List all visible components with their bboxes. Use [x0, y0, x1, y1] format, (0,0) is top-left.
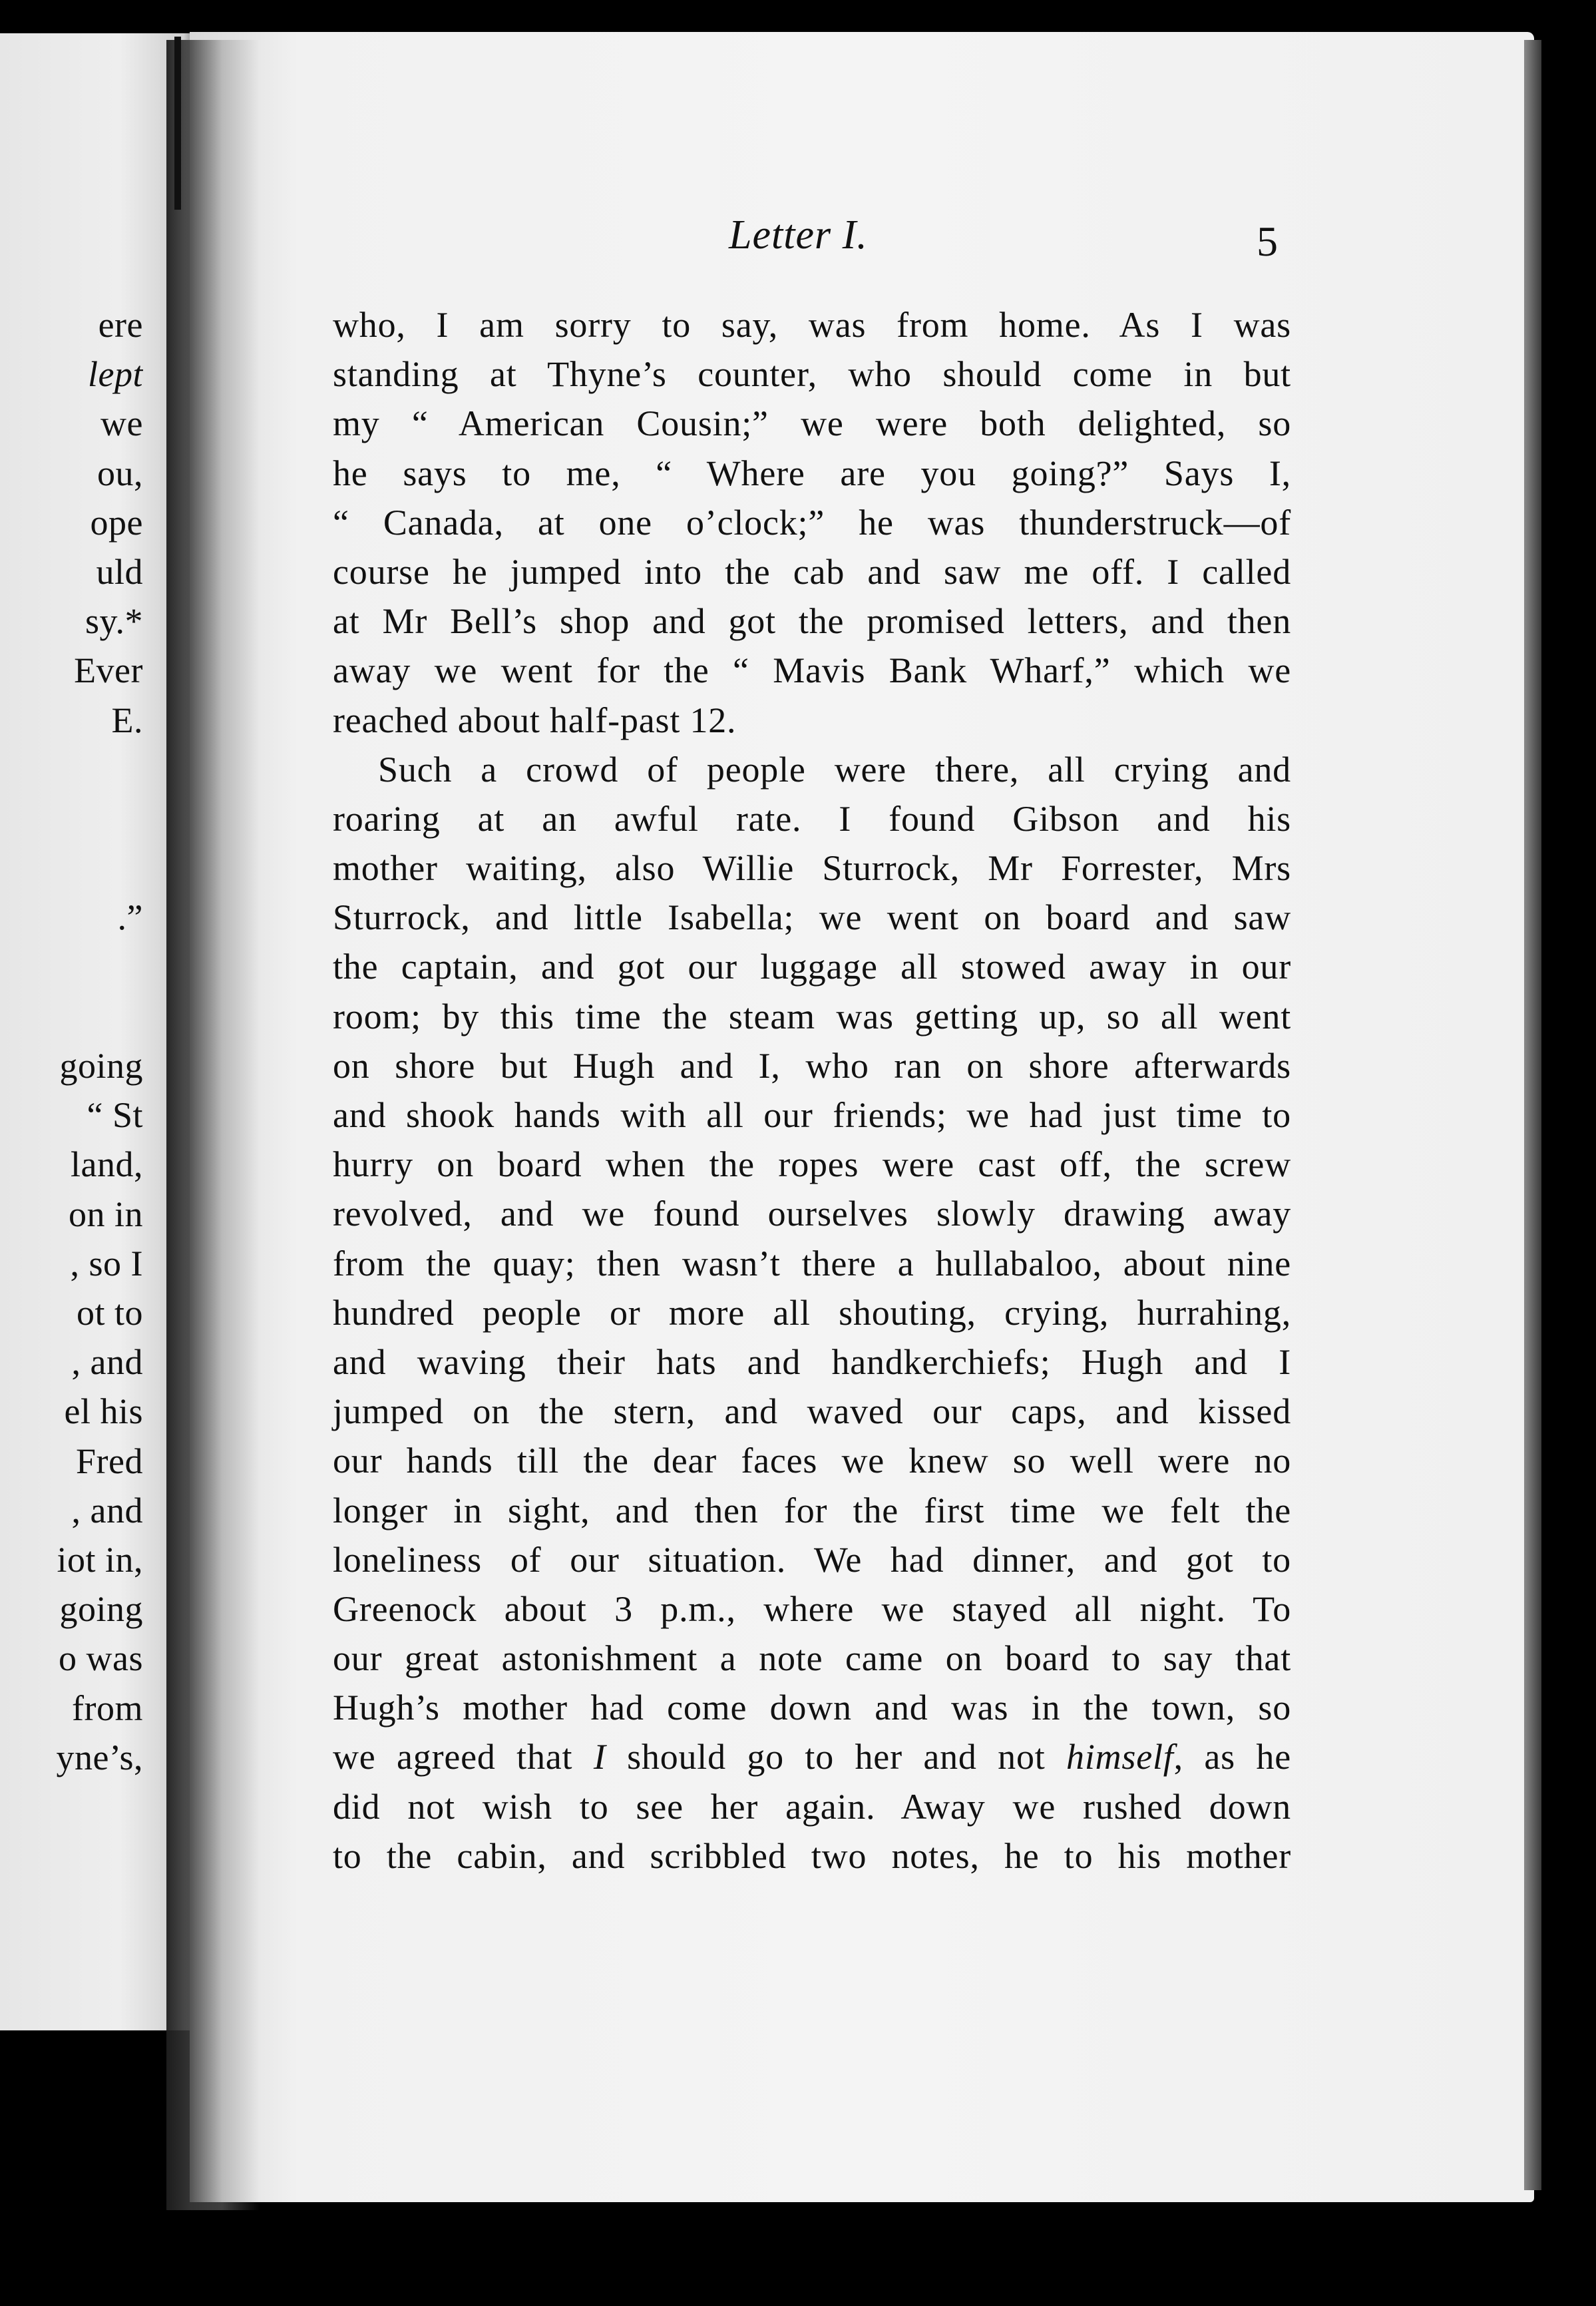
text-line: mother waiting, also Willie Sturrock, Mr Forrester, Mrs [333, 848, 1291, 889]
page-number: 5 [1257, 218, 1278, 265]
text-line: “ Canada, at one o’clock;” he was thunderstruck—of [333, 502, 1291, 543]
text-line: reached about half-past 12. [333, 700, 737, 740]
left-page-fragment: going [59, 1046, 143, 1086]
text-line: hurry on board when the ropes were cast off, the screw [333, 1144, 1291, 1185]
left-page-fragment: , so I [70, 1243, 143, 1283]
book-gutter-shadow [166, 40, 260, 2210]
text-line: Greenock about 3 p.m., where we stayed all night. To [333, 1588, 1291, 1629]
text-line: standing at Thyne’s counter, who should come in but [333, 354, 1291, 395]
left-page-fragment: o was [59, 1638, 143, 1679]
text-line: he says to me, “ Where are you going?” Says I, [333, 453, 1291, 493]
left-page-fragment: ere [98, 305, 143, 345]
text-line: room; by this time the steam was getting up, so all went [333, 996, 1291, 1037]
text-line: who, I am sorry to say, was from home. As I was [333, 305, 1291, 345]
text-line: hundred people or more all shouting, crying, hurrahing, [333, 1292, 1291, 1333]
left-page-fragment: el his [64, 1391, 143, 1432]
italic-word: I [593, 1737, 606, 1777]
paragraph-1 [333, 300, 1291, 745]
text-line: Sturrock, and little Isabella; we went on board and saw [333, 897, 1291, 938]
text-line: away we went for the “ Mavis Bank Wharf,” which we [333, 650, 1291, 691]
left-page-fragment: iot in, [57, 1540, 143, 1580]
page-edge [1524, 40, 1541, 2190]
left-page-fragment: lept [88, 354, 143, 395]
text-line: at Mr Bell’s shop and got the promised letters, and then [333, 601, 1291, 642]
left-page-fragment: , and [71, 1342, 143, 1383]
running-head-title: Letter I. [729, 212, 868, 258]
left-page-fragment: land, [71, 1144, 143, 1185]
text-line: Such a crowd of people were there, all crying and [378, 749, 1291, 790]
italic-word: himself [1066, 1737, 1174, 1777]
text-line: to the cabin, and scribbled two notes, he to his mother [333, 1835, 1291, 1876]
left-page-fragment: Ever [74, 650, 143, 691]
text-line: our hands till the dear faces we knew so well were no [333, 1441, 1291, 1481]
running-head [333, 212, 1291, 272]
left-page-fragment: on in [68, 1194, 143, 1234]
text-line: revolved, and we found ourselves slowly drawing away [333, 1194, 1291, 1234]
text-line: jumped on the stern, and waved our caps, and kissed [333, 1391, 1291, 1432]
text-line: loneliness of our situation. We had dinner, and got to [333, 1539, 1291, 1580]
text-segment: should go to her and not [606, 1737, 1067, 1777]
left-page-fragment: , and [71, 1490, 143, 1530]
text-line: on shore but Hugh and I, who ran on shore afterwards [333, 1045, 1291, 1086]
text-line: and waving their hats and handkerchiefs; Hugh and I [333, 1341, 1291, 1382]
text-line: longer in sight, and then for the first time we felt the [333, 1490, 1291, 1530]
text-segment: we agreed that [333, 1737, 594, 1777]
left-page-fragment: sy.* [85, 601, 143, 642]
left-page-fragment: .” [117, 897, 143, 938]
left-page-fragment: ou, [97, 453, 143, 493]
text-line: roaring at an awful rate. I found Gibson and his [333, 798, 1291, 839]
text-line: did not wish to see her again. Away we rushed down [333, 1786, 1291, 1827]
paragraph-2 [333, 745, 1291, 1881]
left-page-fragment: from [72, 1688, 143, 1728]
left-page-fragment: “ St [87, 1095, 143, 1136]
text-segment: , as he [1173, 1737, 1291, 1777]
body-text [333, 300, 1291, 1881]
text-line: course he jumped into the cab and saw me off. I called [333, 551, 1291, 592]
text-line: our great astonishment a note came on board to say that [333, 1638, 1291, 1679]
left-page-fragment: going [59, 1589, 143, 1630]
left-page-fragment: we [100, 403, 143, 444]
left-page-fragment: Fred [76, 1441, 143, 1481]
gutter-line [174, 37, 181, 210]
text-line: from the quay; then wasn’t there a hullabaloo, about nine [333, 1243, 1291, 1283]
left-page-fragment: ot to [76, 1293, 143, 1333]
text-line: and shook hands with all our friends; we had just time to [333, 1095, 1291, 1135]
left-page-fragment: yne’s, [56, 1737, 143, 1777]
left-page-fragment: uld [96, 552, 143, 592]
text-line: Hugh’s mother had come down and was in the town, so [333, 1688, 1291, 1728]
text-line: my “ American Cousin;” we were both delighted, so [333, 403, 1291, 444]
left-page-fragment: ope [90, 502, 143, 543]
text-line: the captain, and got our luggage all stowed away in our [333, 947, 1291, 987]
text-line [333, 1732, 1291, 1781]
left-page-fragment: E. [111, 700, 143, 740]
